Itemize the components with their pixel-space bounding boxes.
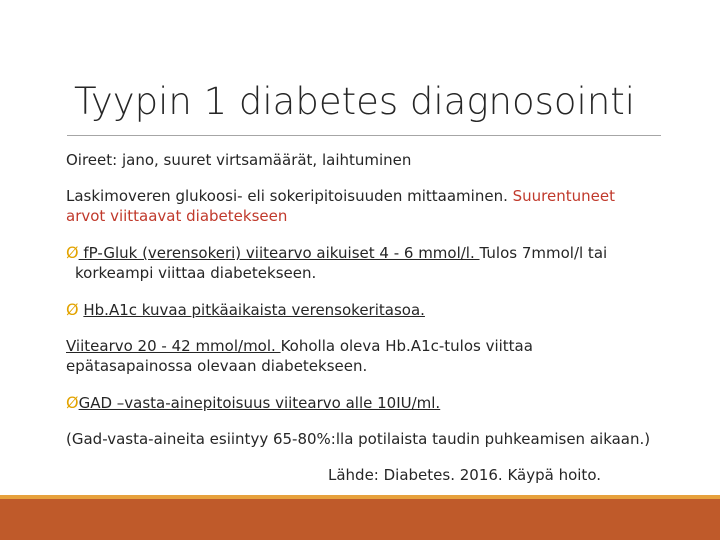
slide-title: Tyypin 1 diabetes diagnosointi [74, 80, 636, 123]
hba1c-description: Hb.A1c kuvaa pitkäaikaista verensokeritasoa. [83, 301, 425, 319]
bullet-arrow-icon: Ø [66, 393, 79, 412]
footer-bar [0, 495, 720, 540]
glucose-text: Laskimoveren glukoosi- eli sokeripitoisuuden mittaaminen. [66, 187, 513, 205]
hba1c-reference: Viitearvo 20 - 42 mmol/mol. [66, 337, 281, 355]
hba1c-note: Koholla oleva Hb.A1c-tulos viittaa [280, 337, 533, 355]
gad-reference: GAD –vasta-ainepitoisuus viitearvo alle 10IU/ml. [78, 394, 441, 412]
bullet-arrow-icon: Ø [66, 300, 79, 319]
glucose-highlight: Suurentuneet [512, 187, 615, 205]
bullet-fp-gluk [66, 243, 607, 263]
symptoms-line: Oireet: jano, suuret virtsamäärät, laihtuminen [66, 151, 412, 169]
bullet-gad [66, 393, 440, 413]
fp-gluk-result: Tulos 7mmol/l tai [479, 244, 608, 262]
hba1c-line2: epätasapainossa olevaan diabetekseen. [66, 357, 368, 375]
gad-note: (Gad-vasta-aineita esiintyy 65-80%:lla potilaista taudin puhkeamisen aikaan.) [66, 430, 651, 448]
bullet-arrow-icon: Ø [66, 243, 79, 262]
glucose-highlight-line2: arvot viittaavat diabetekseen [66, 207, 288, 225]
title-divider [67, 135, 661, 136]
glucose-line [66, 186, 615, 206]
footer-accent-line [0, 495, 720, 499]
fp-gluk-reference: fP-Gluk (verensokeri) viitearvo aikuiset 4 - 6 mmol/l. [78, 244, 480, 262]
fp-gluk-line2: korkeampi viittaa diabetekseen. [75, 264, 317, 282]
hba1c-reference-line [66, 336, 533, 356]
bullet-hba1c [66, 300, 425, 320]
source-citation: Lähde: Diabetes. 2016. Käypä hoito. [328, 466, 601, 484]
